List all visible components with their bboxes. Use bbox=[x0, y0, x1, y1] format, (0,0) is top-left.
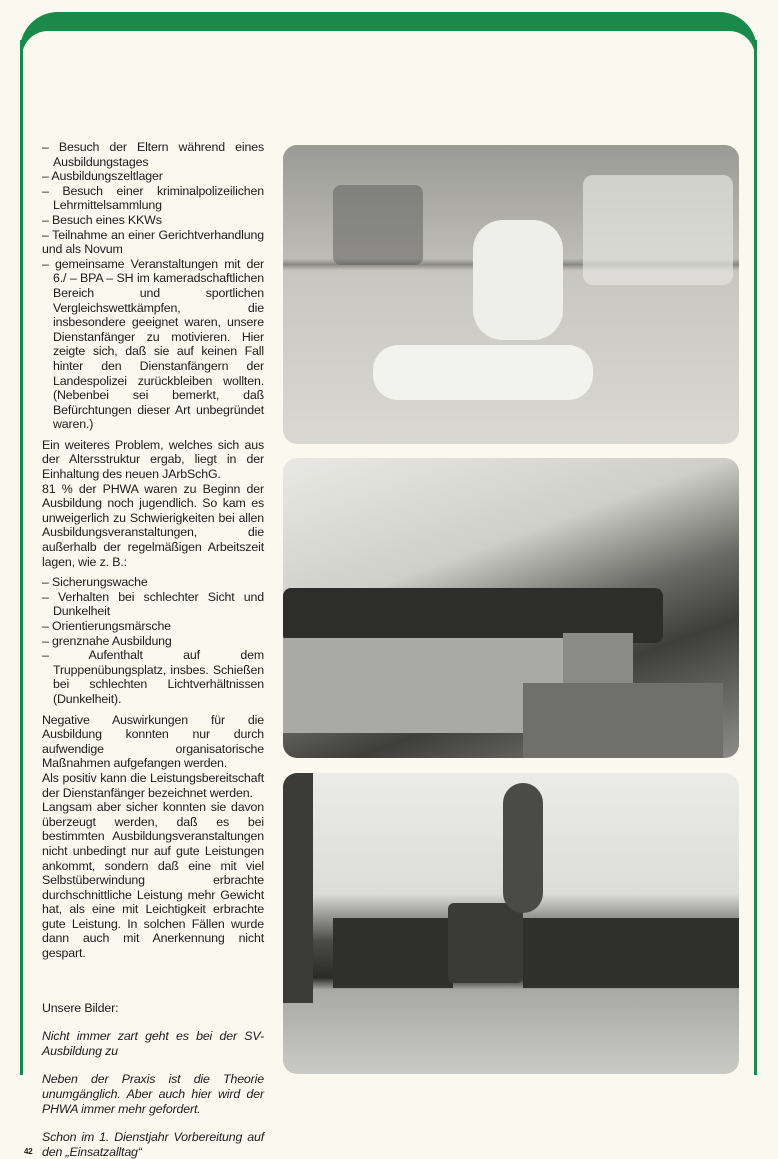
caption: Neben der Praxis ist die Theorie unumgänglich. Aber auch hier wird der PHWA immer mehr gefordert. bbox=[42, 1072, 264, 1116]
list-item: – gemeinsame Veranstaltungen mit der 6./ – BPA – SH im kameradschaftlichen Bereich und sportlichen Vergleichswettkämpfen, die insbesondere geeignet waren, unsere Dienstanfänger zu motivieren. Hier zeigte sich, daß sie auf keinen Fall hinter den Dienstanfängern der Landespolizei zurückbleiben wollten. (Nebenbei sei bemerkt, daß Befürchtungen dieser Art unbegründet waren.) bbox=[42, 256, 264, 432]
photo-riot-police-formation bbox=[283, 773, 739, 1074]
list-item: – Teilnahme an einer Gerichtverhandlung und als Novum bbox=[42, 227, 264, 257]
captions-heading: Unsere Bilder: bbox=[42, 1000, 119, 1015]
photo-captions bbox=[24, 1000, 264, 1159]
list-item: – Aufenthalt auf dem Truppenübungsplatz, insbes. Schießen bei schlechten Lichtverhältnissen (Dunkelheit). bbox=[42, 648, 264, 706]
green-frame-left bbox=[20, 40, 23, 1075]
photo-classroom-sand-table bbox=[283, 458, 739, 758]
list-item: – Ausbildungszeltlager bbox=[42, 169, 163, 184]
article-text-column bbox=[42, 140, 264, 961]
caption: Nicht immer zart geht es bei der SV-Ausbildung zu bbox=[42, 1029, 264, 1058]
page-number: 42 bbox=[24, 1147, 33, 1157]
paragraph: Als positiv kann die Leistungsbereitschaft der Dienstanfänger bezeichnet werden. bbox=[42, 770, 264, 800]
list-item: – Besuch eines KKWs bbox=[42, 212, 162, 227]
paragraph: Negative Auswirkungen für die Ausbildung konnten nur durch aufwendige organisatorische Maßnahmen aufgefangen werden. bbox=[42, 712, 264, 771]
list-item: – Besuch der Eltern während eines Ausbildungstages bbox=[42, 140, 264, 169]
paragraph: Langsam aber sicher konnten sie davon überzeugt werden, daß es bei bestimmten Ausbildungsveranstaltungen nicht unbedingt nur auf gute Leistungen ankommt, sondern daß eine mit viel Selbstüberwindung erbrachte durchschnittliche Leistung mehr Gewicht hat, als eine mit Leichtigkeit erbrachte gute Leistung. In solchen Fällen wurde dann auch mit Anerkennung nicht gespart. bbox=[42, 800, 264, 961]
list-item: – Orientierungsmärsche bbox=[42, 619, 171, 633]
list-item: – grenznahe Ausbildung bbox=[42, 633, 172, 648]
caption: Schon im 1. Dienstjahr Vorbereitung auf den „Einsatzalltag“ bbox=[42, 1130, 264, 1159]
paragraph: Ein weiteres Problem, welches sich aus der Altersstruktur ergab, liegt in der Einhaltung des neuen JArbSchG. bbox=[42, 437, 264, 482]
text-flow bbox=[24, 140, 264, 1159]
list-item: – Besuch einer kriminalpolizeilichen Lehrmittelsammlung bbox=[42, 183, 264, 213]
list-item: – Sicherungswache bbox=[42, 575, 148, 590]
list-item: – Verhalten bei schlechter Sicht und Dunkelheit bbox=[42, 589, 264, 619]
photo-self-defense-training bbox=[283, 145, 739, 444]
paragraph: 81 % der PHWA waren zu Beginn der Ausbildung noch jugendlich. So kam es unweigerlich zu Schwierigkeiten bei allen Ausbildungsveranstaltungen, die außerhalb der regelmäßigen Arbeitszeit lagen, wie z. B.: bbox=[42, 481, 264, 569]
green-frame-right bbox=[754, 40, 757, 1075]
